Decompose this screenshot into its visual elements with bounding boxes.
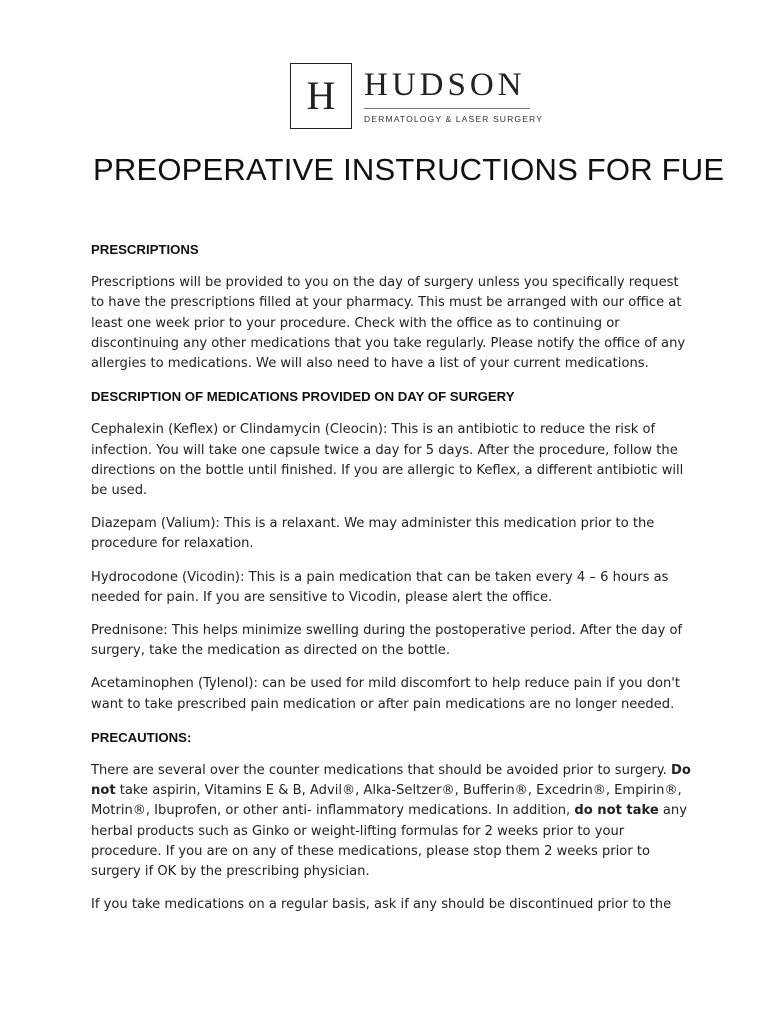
precautions-text-1: There are several over the counter medications that should be avoided prior to surgery. (91, 763, 672, 779)
document-body (91, 240, 691, 928)
logo-name: HUDSON (364, 66, 526, 103)
logo-subtitle: DERMATOLOGY & LASER SURGERY (364, 113, 544, 124)
precautions-text-3: any herbal products such as Ginko or weight-lifting formulas for 2 weeks prior to your procedure. If you are on any of these medications, please stop them 2 weeks prior to surgery if OK by the prescribing physician. (91, 803, 687, 880)
medication-item-acetaminophen: Acetaminophen (Tylenol): can be used for mild discomfort to help reduce pain if you don't want to take prescribed pain medication or after pain medications are no longer needed. (91, 676, 681, 712)
section-heading-prescriptions: PRESCRIPTIONS (91, 242, 199, 257)
logo-monogram: H (290, 63, 352, 129)
medication-item-cephalexin: Cephalexin (Keflex) or Clindamycin (Cleocin): This is an antibiotic to reduce the risk of infection. You will take one capsule twice a day for 5 days. After the procedure, follow the directions on the bottle until finished. If you are allergic to Keflex, a different antibiotic will be used. (91, 422, 684, 499)
precautions-bold-do-not: Do not (91, 763, 691, 799)
logo-wordmark (364, 66, 544, 124)
page-title: PREOPERATIVE INSTRUCTIONS FOR FUE (93, 152, 725, 187)
prescriptions-paragraph: Prescriptions will be provided to you on the day of surgery unless you specifically request to have the prescriptions filled at your pharmacy. This must be arranged with our office at least one week prior to your procedure. Check with the office as to continuing or discontinuing any other medications that you take regularly. Please notify the office of any allergies to medications. We will also need to have a list of your current medications. (91, 275, 686, 372)
logo-divider (364, 108, 530, 109)
medication-item-prednisone: Prednisone: This helps minimize swelling during the postoperative period. After the day of surgery, take the medication as directed on the bottle. (91, 623, 683, 659)
precautions-heading-text: PRECAUTIONS (91, 729, 187, 745)
medication-item-hydrocodone: Hydrocodone (Vicodin): This is a pain medication that can be taken every 4 – 6 hours as needed for pain. If you are sensitive to Vicodin, please alert the office. (91, 569, 669, 605)
medication-item-diazepam: Diazepam (Valium): This is a relaxant. We may administer this medication prior to the procedure for relaxation. (91, 516, 655, 552)
precautions-paragraph (91, 761, 691, 882)
medications-regular-paragraph: If you take medications on a regular basis, ask if any should be discontinued prior to the (91, 897, 672, 913)
section-heading-precautions (91, 728, 691, 748)
section-heading-medications: DESCRIPTION OF MEDICATIONS PROVIDED ON DAY OF SURGERY (91, 389, 515, 405)
precautions-heading-colon: : (186, 729, 192, 745)
hudson-logo (290, 62, 543, 130)
precautions-bold-do-not-take: do not take (574, 803, 659, 819)
precautions-text-2: take aspirin, Vitamins E & B, Advil®, Alka-Seltzer®, Bufferin®, Excedrin®, Empirin®, Motrin®, Ibuprofen, or other anti- inflammatory medications. In addition, (91, 783, 682, 819)
